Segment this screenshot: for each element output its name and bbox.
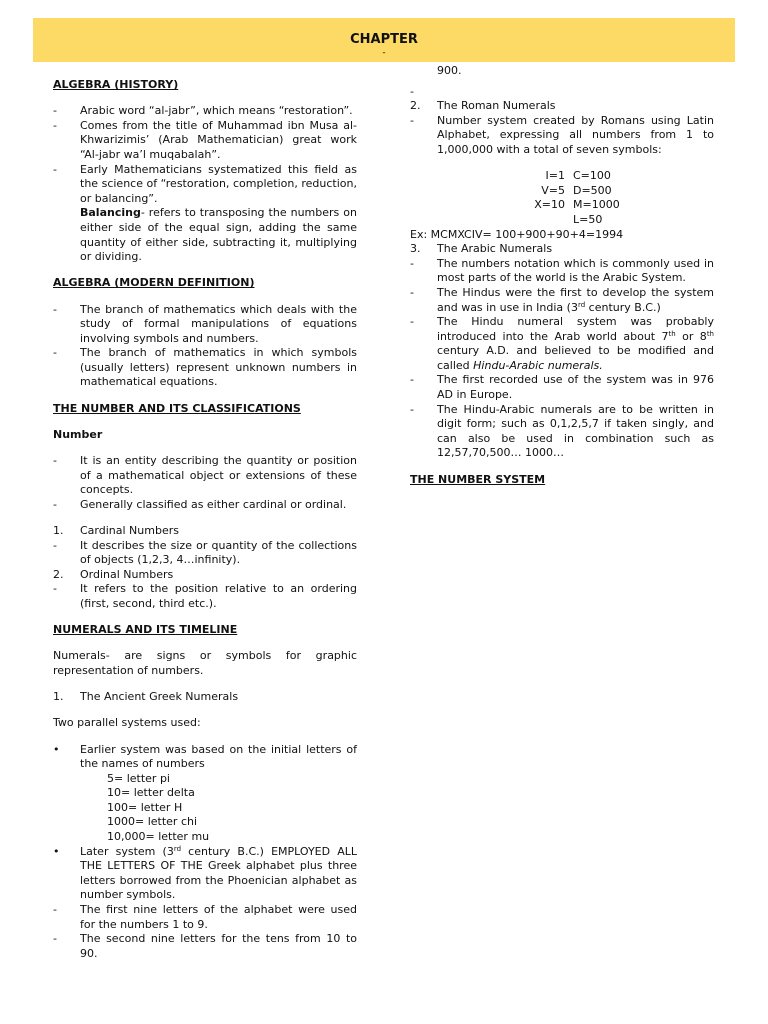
continued-dash: - — [410, 84, 414, 98]
greek-numerals-item: 1. The Ancient Greek Numerals — [53, 690, 239, 704]
list-item: - Number system created by Romans using Latin Alphabet, expressing all numbers from 1 to 1,000,000 with a total of seven symbols: — [410, 113, 714, 156]
two-systems-text: Two parallel systems used: — [53, 716, 201, 730]
list-item: - Comes from the title of Muhammad ibn Musa al-Khwarizimis’ (Arab Mathematician) great work “Al-jabr wa’l muqabalah”. — [53, 118, 357, 161]
balancing-definition: Balancing- refers to transposing the numbers on either side of the equal sign, adding the same quantity of either side, subtracting it, multiplying or dividing. — [80, 206, 357, 264]
number-system-heading: THE NUMBER SYSTEM — [410, 472, 546, 486]
list-item: - The first nine letters of the alphabet were used for the numbers 1 to 9. — [53, 903, 357, 931]
algebra-modern-heading: ALGEBRA (MODERN DEFINITION) — [53, 276, 255, 290]
greek-letter-item: 10,000= letter mu — [107, 830, 210, 844]
greek-letter-item: 10= letter delta — [107, 786, 195, 800]
ordinal-numbers-item: 2. Ordinal Numbers — [53, 567, 174, 581]
roman-symbol: V=5 — [541, 183, 565, 197]
roman-symbols-table — [515, 169, 635, 227]
roman-numerals-item: 2. The Roman Numerals — [410, 99, 556, 113]
list-item: - It is an entity describing the quantity or position of a mathematical object or extensions of these concepts. — [53, 454, 357, 497]
roman-symbol: C=100 — [573, 169, 611, 183]
list-item: - It describes the size or quantity of the collections of objects (1,2,3, 4…infinity). — [53, 538, 357, 567]
list-item: - It refers to the position relative to an ordering (first, second, third etc.). — [53, 582, 357, 610]
list-item: - Early Mathematicians systematized this field as the science of “restoration, completion, reduction, or balancing”. — [53, 162, 357, 205]
list-item: - The Hindu-Arabic numerals are to be written in digit form; such as 0,1,2,5,7 if taken singly, and can also be used in combination such as 12,57,70,500… 1000… — [410, 402, 714, 460]
arabic-numerals-item: 3. The Arabic Numerals — [410, 242, 553, 256]
list-item: • Later system (3rd century B.C.) EMPLOYED ALL THE LETTERS OF THE Greek alphabet plus three letters borrowed from the Phoenician alphabet as number symbols. — [53, 844, 358, 902]
chapter-subtitle-dash: - — [382, 48, 386, 58]
roman-example: Ex: MCMXCIV= 100+900+90+4=1994 — [410, 227, 624, 241]
roman-symbol: L=50 — [573, 212, 603, 226]
chapter-title: CHAPTER — [350, 32, 418, 47]
algebra-history-heading: ALGEBRA (HISTORY) — [53, 78, 179, 91]
roman-symbol: D=500 — [573, 183, 612, 197]
number-subheading: Number — [53, 427, 103, 441]
right-column — [410, 64, 714, 487]
greek-letter-item: 100= letter H — [107, 800, 183, 814]
numerals-definition: Numerals- are signs or symbols for graphic representation of numbers. — [53, 649, 357, 677]
roman-symbol — [515, 213, 565, 228]
roman-symbol: X=10 — [534, 198, 565, 212]
numerals-timeline-heading: NUMERALS AND ITS TIMELINE — [53, 623, 238, 637]
left-column — [53, 64, 357, 961]
chapter-banner — [33, 18, 735, 62]
list-item: - The first recorded use of the system was in 976 AD in Europe. — [410, 373, 714, 402]
list-item: - The Hindu numeral system was probably introduced into the Arab world about 7th or 8th century A.D. and believed to be modified and called Hindu-Arabic numerals. — [410, 315, 714, 372]
list-item: - Generally classified as either cardinal or ordinal. — [53, 497, 347, 511]
roman-symbol: M=1000 — [573, 198, 620, 212]
list-item: - The Hindus were the first to develop the system and was in use in India (3rd century B.C.) — [410, 285, 714, 314]
list-item: - Arabic word “al-jabr”, which means “restoration”. — [53, 104, 353, 118]
list-item: - The branch of mathematics in which symbols (usually letters) represent unknown numbers in mathematical equations. — [53, 346, 357, 389]
greek-letter-list — [53, 772, 357, 845]
list-item: - The numbers notation which is commonly used in most parts of the world is the Arabic System. — [410, 256, 714, 285]
greek-letter-item: 5= letter pi — [107, 771, 170, 785]
balancing-term: Balancing — [80, 206, 141, 220]
greek-letter-item: 1000= letter chi — [107, 815, 198, 829]
roman-symbol: I=1 — [545, 169, 565, 183]
list-item: - The branch of mathematics which deals with the study of formal manipulations of equations involving symbols and numbers. — [53, 302, 357, 345]
list-item: - The second nine letters for the tens from 10 to 90. — [53, 932, 357, 960]
cardinal-numbers-item: 1. Cardinal Numbers — [53, 524, 179, 537]
list-item: • Earlier system was based on the initial letters of the names of numbers — [53, 742, 357, 771]
number-classifications-heading: THE NUMBER AND ITS CLASSIFICATIONS — [53, 401, 301, 415]
continued-text: 900. — [437, 64, 462, 77]
